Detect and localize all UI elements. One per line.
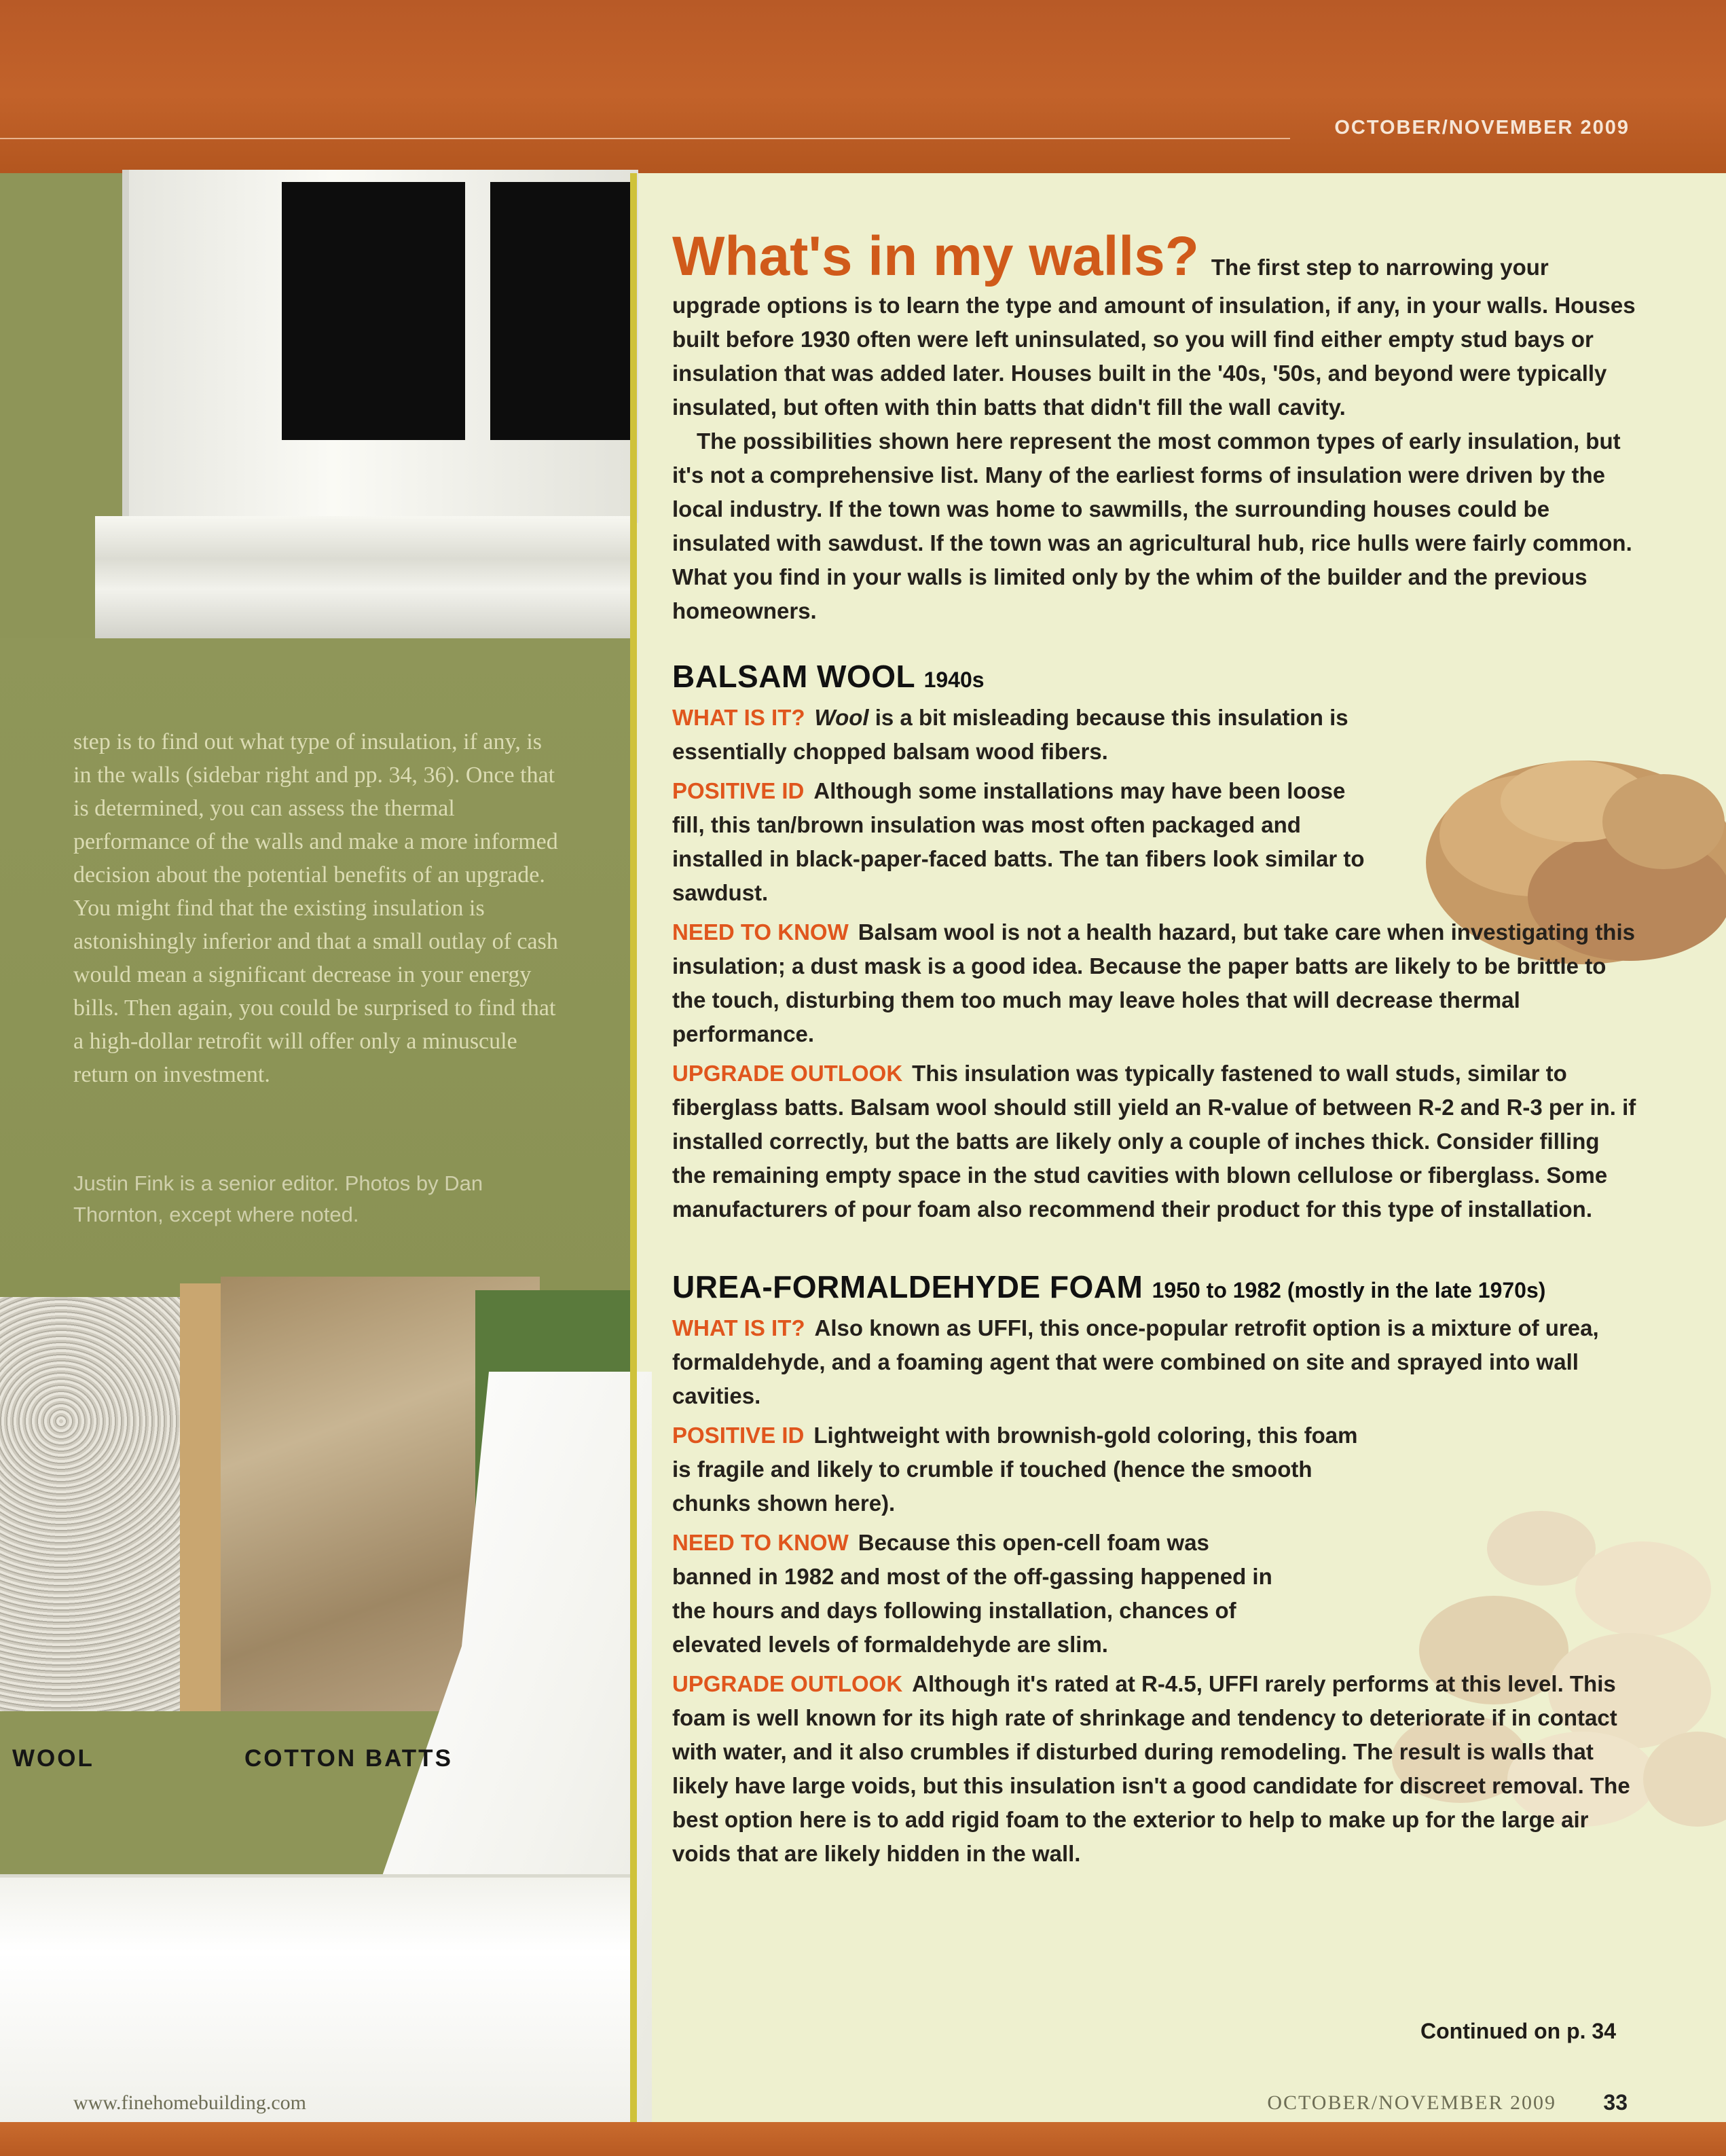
need-to-know-text: Because this open-cell foam was banned in 1982 and most of the off-gassing happened in the hours and days following installation, chances of elevated levels of formaldehyde are slim. [672, 1530, 1272, 1657]
need-to-know-paragraph [672, 1526, 1283, 1662]
article-title: What's in my walls? [672, 225, 1199, 287]
section-title: UREA-FORMALDEHYDE FOAM [672, 1269, 1143, 1304]
footer-issue: OCTOBER/NOVEMBER 2009 [1267, 2091, 1556, 2114]
what-is-it-paragraph [672, 1311, 1636, 1413]
what-is-it-label: WHAT IS IT? [672, 705, 805, 730]
footer-url[interactable]: www.finehomebuilding.com [73, 2091, 306, 2114]
need-to-know-paragraph [672, 915, 1636, 1051]
upgrade-outlook-text: Although it's rated at R-4.5, UFFI rarely performs at this level. This foam is well known for its high rate of shrinkage and tendency to deteriorate if in contact with water, and it also crumbles if disturbed during remodeling. The result is walls that likely have large voids, but this insulation isn't a good candidate for discreet removal. The best option here is to add rigid foam to the exterior to help to make up for the large air voids that are likely hidden in the wall. [672, 1671, 1630, 1866]
window-pane [282, 182, 465, 440]
intro-paragraph [672, 224, 1636, 424]
need-to-know-text: Balsam wool is not a health hazard, but take care when investigating this insulation; a dust mask is a good idea. Because the paper batts are likely to be brittle to the touch, disturbing them too much may leave holes that will decrease thermal performance. [672, 919, 1635, 1046]
sidebar-body-text: step is to find out what type of insulation, if any, is in the walls (sidebar right and pp. 34, 36). Once that is determined, you can assess the thermal performance of the walls and make a more informed decision about the potential benefits of an upgrade. You might find that the existing insulation is astonishingly inferior and that a small outlay of cash would mean a significant decrease in your energy bills. Then again, you could be surprised to find that a high-dollar retrofit will offer only a minuscule return on investment. [73, 729, 558, 1087]
positive-id-paragraph [672, 774, 1365, 910]
what-is-it-text: is a bit misleading because this insulation is essentially chopped balsam wood fibers. [672, 705, 1348, 764]
baseboard-photo [0, 1874, 631, 2125]
intro-text: The first step to narrowing your upgrade options is to learn the type and amount of insulation, if any, in your walls. Houses built before 1930 often were left uninsulated, so you will find either empty stud bays or insulation that was added later. Houses built in the '40s, '50s, and beyond were typically insulated, but often with thin batts that didn't fill the wall cavity. [672, 255, 1636, 420]
section-urea-formaldehyde-foam [672, 1266, 1636, 1871]
upgrade-outlook-label: UPGRADE OUTLOOK [672, 1061, 903, 1086]
need-to-know-label: NEED TO KNOW [672, 919, 849, 945]
what-is-it-paragraph [672, 701, 1406, 769]
photo-label-cotton: COTTON BATTS [244, 1745, 453, 1772]
what-is-it-text: Also known as UFFI, this once-popular retrofit option is a mixture of urea, formaldehyde, and a foaming agent that were combined on site and sprayed into wall cavities. [672, 1315, 1599, 1408]
author-credit: Justin Fink is a senior editor. Photos by Dan Thornton, except where noted. [73, 1171, 483, 1226]
page-number: 33 [1603, 2090, 1628, 2115]
positive-id-label: POSITIVE ID [672, 778, 805, 803]
upgrade-outlook-text: This insulation was typically fastened to wall studs, similar to fiberglass batts. Balsam wool should still yield an R-value of between R-2 and R-3 per in. if installed correctly, but the batts are likely only a couple of inches thick. Consider filling the remaining empty space in the stud cavities with blown cellulose or fiberglass. Some manufacturers of pour foam also recommend their product for this type of installation. [672, 1061, 1636, 1222]
positive-id-text: Although some installations may have been loose fill, this tan/brown insulation was most often packaged and installed in black-paper-faced batts. The tan fibers look similar to sawdust. [672, 778, 1365, 905]
photo-label-wool: WOOL [12, 1745, 94, 1772]
section-era: 1940s [923, 668, 985, 692]
issue-header: OCTOBER/NOVEMBER 2009 [1334, 117, 1630, 139]
positive-id-label: POSITIVE ID [672, 1423, 805, 1448]
upgrade-outlook-paragraph [672, 1667, 1636, 1871]
main-article [672, 224, 1636, 1871]
continued-link[interactable]: Continued on p. 34 [1420, 2019, 1616, 2043]
window-pane [490, 182, 630, 440]
wall-stud-photo [180, 1283, 221, 1711]
header-rule [0, 138, 1290, 139]
positive-id-paragraph [672, 1419, 1365, 1520]
what-is-it-label: WHAT IS IT? [672, 1315, 805, 1340]
section-balsam-wool [672, 655, 1636, 1226]
section-era: 1950 to 1982 (mostly in the late 1970s) [1152, 1278, 1546, 1302]
upgrade-outlook-paragraph [672, 1057, 1636, 1226]
header-band [0, 0, 1726, 173]
upgrade-outlook-label: UPGRADE OUTLOOK [672, 1671, 903, 1696]
positive-id-text: Lightweight with brownish-gold coloring, this foam is fragile and likely to crumble if touched (hence the smooth chunks shown here). [672, 1423, 1358, 1516]
need-to-know-label: NEED TO KNOW [672, 1530, 849, 1555]
intro-paragraph-2: The possibilities shown here represent the most common types of early insulation, but it's not a comprehensive list. Many of the earliest forms of insulation were driven by the local industry. If the town was home to sawmills, the surrounding houses could be insulated with sawdust. If the town was an agricultural hub, rice hulls were fairly common. What you find in your walls is limited only by the whim of the builder and the previous homeowners. [672, 428, 1632, 623]
column-divider [630, 173, 637, 2122]
footer-band [0, 2122, 1726, 2156]
section-title: BALSAM WOOL [672, 659, 915, 694]
window-sill-photo [95, 516, 631, 638]
section-heading [672, 655, 1636, 701]
section-heading [672, 1266, 1636, 1311]
what-is-it-emphasis: Wool [814, 705, 869, 730]
wool-insulation-photo [0, 1297, 204, 1711]
